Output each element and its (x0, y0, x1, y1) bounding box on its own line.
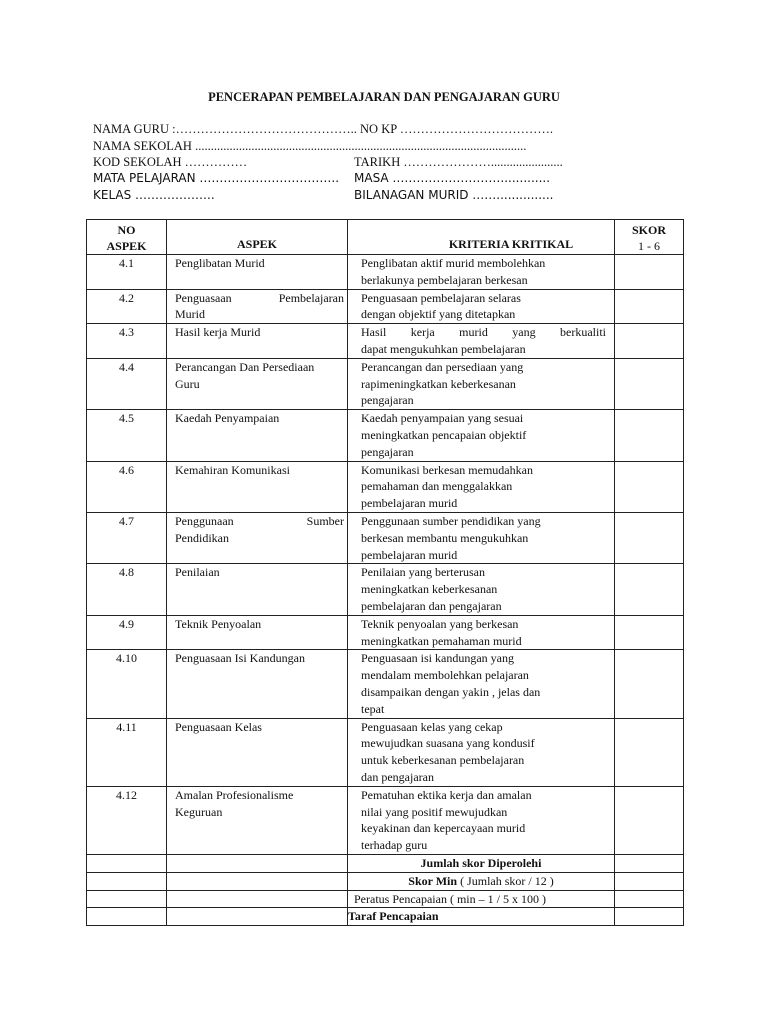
aspek-name: Penggunaan Sumber Pendidikan (167, 512, 348, 563)
table-row (87, 461, 684, 512)
skor-cell[interactable] (615, 410, 684, 461)
skor-cell[interactable] (615, 512, 684, 563)
kriteria-text: Hasil kerja murid yang berkualiti dapat mengukuhkan pembelajaran (348, 324, 615, 359)
aspek-name: Penguasaan Isi Kandungan (167, 650, 348, 718)
table-row (87, 255, 684, 290)
aspek-number: 4.8 (87, 564, 167, 615)
kriteria-text: Kaedah penyampaian yang sesuai meningkatkan pencapaian objektif pengajaran (348, 410, 615, 461)
kriteria-text: Komunikasi berkesan memudahkan pemahaman dan menggalakkan pembelajaran murid (348, 461, 615, 512)
observation-table (86, 219, 684, 926)
aspek-name: Penguasaan Pembelajaran Murid (167, 289, 348, 324)
field-nama-sekolah: NAMA SEKOLAH .......................................................................................................... (93, 139, 527, 153)
peratus-label: Peratus Pencapaian ( min – 1 / 5 x 100 ) (348, 890, 615, 908)
kriteria-text: Penguasaan isi kandungan yang mendalam membolehkan pelajaran disampaikan dengan yakin , jelas dan tepat (348, 650, 615, 718)
aspek-number: 4.7 (87, 512, 167, 563)
table-row (87, 650, 684, 718)
kriteria-text: Penguasaan kelas yang cekap mewujudkan suasana yang kondusif untuk keberkesanan pembelajaran dan pengajaran (348, 718, 615, 786)
kriteria-text: Teknik penyoalan yang berkesan meningkatkan pemahaman murid (348, 615, 615, 650)
aspek-number: 4.3 (87, 324, 167, 359)
kriteria-text: Penguasaan pembelajaran selaras dengan objektif yang ditetapkan (348, 289, 615, 324)
table-row (87, 289, 684, 324)
table-row (87, 615, 684, 650)
aspek-name: Hasil kerja Murid (167, 324, 348, 359)
skor-cell[interactable] (615, 289, 684, 324)
kriteria-text: Penggunaan sumber pendidikan yang berkesan membantu mengukuhkan pembelajaran murid (348, 512, 615, 563)
skor-cell[interactable] (615, 564, 684, 615)
aspek-name: Perancangan Dan Persediaan Guru (167, 358, 348, 409)
aspek-number: 4.9 (87, 615, 167, 650)
table-row (87, 410, 684, 461)
kriteria-text: Penglibatan aktif murid membolehkan berlakunya pembelajaran berkesan (348, 255, 615, 290)
skor-cell[interactable] (615, 718, 684, 786)
page-title: PENCERAPAN PEMBELAJARAN DAN PENGAJARAN GURU (208, 90, 560, 104)
field-bilangan-murid: BILANAGAN MURID ……............... (354, 188, 554, 202)
kriteria-text: Pematuhan ektika kerja dan amalan nilai yang positif mewujudkan keyakinan dan kepercayaan murid terhadap guru (348, 786, 615, 854)
aspek-number: 4.11 (87, 718, 167, 786)
aspek-name: Penguasaan Kelas (167, 718, 348, 786)
field-mata-pelajaran: MATA PELAJARAN …………………………….. (93, 171, 340, 185)
skor-cell[interactable] (615, 615, 684, 650)
skor-cell[interactable] (615, 461, 684, 512)
field-kod-sekolah: KOD SEKOLAH …………… (93, 155, 248, 169)
summary-row-taraf (87, 908, 684, 926)
aspek-name: Amalan Profesionalisme Keguruan (167, 786, 348, 854)
taraf-label: Taraf Pencapaian (348, 908, 615, 926)
field-masa: MASA ………………………............. (354, 171, 551, 185)
kriteria-text: Penilaian yang berterusan meningkatkan keberkesanan pembelajaran dan pengajaran (348, 564, 615, 615)
kriteria-text: Perancangan dan persediaan yang rapimeningkatkan keberkesanan pengajaran (348, 358, 615, 409)
aspek-number: 4.2 (87, 289, 167, 324)
aspek-number: 4.10 (87, 650, 167, 718)
aspek-name: Kemahiran Komunikasi (167, 461, 348, 512)
peratus-cell[interactable] (615, 890, 684, 908)
aspek-number: 4.12 (87, 786, 167, 854)
taraf-cell[interactable] (615, 908, 684, 926)
table-row (87, 324, 684, 359)
header-kriteria: KRITERIA KRITIKAL (348, 220, 615, 255)
skor-min-cell[interactable] (615, 872, 684, 890)
skor-cell[interactable] (615, 255, 684, 290)
field-nama-guru: NAMA GURU :…………………………………….. NO KP ………………………………. (93, 122, 553, 136)
aspek-name: Penilaian (167, 564, 348, 615)
header-aspek: ASPEK (167, 220, 348, 255)
aspek-number: 4.4 (87, 358, 167, 409)
table-row (87, 564, 684, 615)
field-kelas: KELAS ……………….. (93, 188, 215, 202)
table-row (87, 786, 684, 854)
skor-cell[interactable] (615, 324, 684, 359)
table-row (87, 718, 684, 786)
aspek-number: 4.1 (87, 255, 167, 290)
aspek-name: Kaedah Penyampaian (167, 410, 348, 461)
table-header-row (87, 220, 684, 255)
table-row (87, 358, 684, 409)
aspek-name: Penglibatan Murid (167, 255, 348, 290)
aspek-name: Teknik Penyoalan (167, 615, 348, 650)
table-row (87, 512, 684, 563)
summary-body (87, 854, 684, 926)
summary-row-peratus (87, 890, 684, 908)
skor-cell[interactable] (615, 358, 684, 409)
skor-cell[interactable] (615, 786, 684, 854)
summary-row-jumlah (87, 854, 684, 872)
jumlah-skor-cell[interactable] (615, 854, 684, 872)
aspek-number: 4.6 (87, 461, 167, 512)
header-no-aspek: NO ASPEK (87, 220, 167, 255)
skor-cell[interactable] (615, 650, 684, 718)
aspek-number: 4.5 (87, 410, 167, 461)
jumlah-skor-label: Jumlah skor Diperolehi (348, 854, 615, 872)
skor-min-label: Skor Min ( Jumlah skor / 12 ) (348, 872, 615, 890)
field-tarikh: TARIKH …………………....................... (354, 155, 563, 169)
table-body (87, 255, 684, 855)
header-skor: SKOR 1 - 6 (615, 220, 684, 255)
summary-row-skor-min (87, 872, 684, 890)
